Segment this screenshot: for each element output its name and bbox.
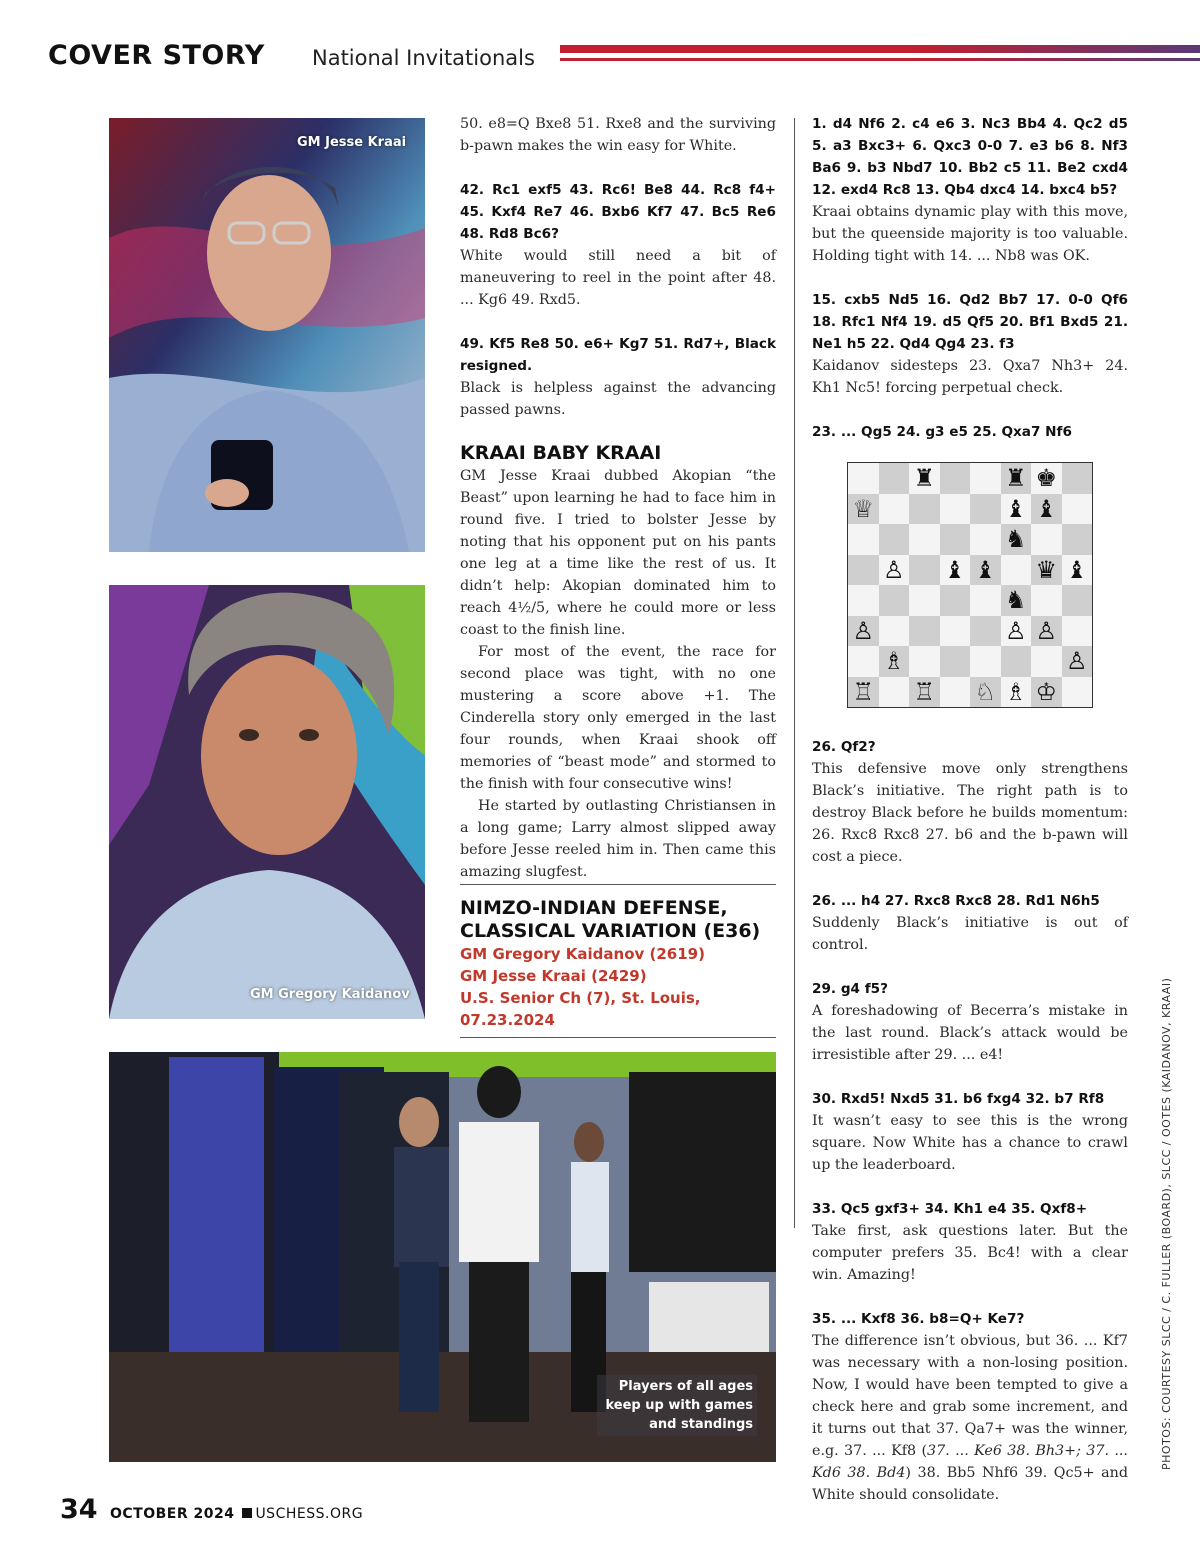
body-paragraph: Take first, ask questions later. But the computer prefers 35. Bc4! with a clear win. Amazing! bbox=[812, 1223, 1128, 1283]
board-square bbox=[1031, 585, 1062, 616]
section-label: COVER STORY bbox=[48, 40, 265, 71]
move-sequence: 1. d4 Nf6 2. c4 e6 3. Nc3 Bb4 4. Qc2 d5 5. a3 Bxc3+ 6. Qxc3 0-0 7. e3 b6 8. Nf3 Ba6 9. b3 Nbd7 10. Bb2 c5 11. Be2 cxd4 12. exd4 Rc8 13. Qb4 dxc4 14. bxc4 b5? bbox=[812, 116, 1128, 198]
chess-piece-icon: ♞ bbox=[1004, 586, 1027, 614]
board-square bbox=[879, 463, 910, 494]
board-square bbox=[970, 646, 1001, 677]
square-separator-icon bbox=[242, 1508, 252, 1518]
board-square bbox=[940, 463, 971, 494]
chess-piece-icon: ♖ bbox=[913, 677, 935, 706]
move-sequence: 33. Qc5 gxf3+ 34. Kh1 e4 35. Qxf8+ bbox=[812, 1201, 1088, 1217]
board-square bbox=[879, 616, 910, 647]
chess-piece-icon: ♛ bbox=[1035, 555, 1057, 584]
game-black-player: GM Jesse Kraai (2429) bbox=[460, 967, 647, 985]
chess-piece-icon: ♝ bbox=[1035, 494, 1057, 523]
annotation-text: ) 38. Bb5 Nhf6 39. Qc5+ and White should consolidate. bbox=[812, 1465, 1128, 1503]
page-number: 34 bbox=[60, 1494, 98, 1525]
chess-board-diagram bbox=[847, 462, 1093, 708]
board-square bbox=[1031, 646, 1062, 677]
body-paragraph: Kraai obtains dynamic play with this move, but the queenside majority is too valuable. Holding tight with 14. ... Nb8 was OK. bbox=[812, 204, 1128, 264]
photo-standings bbox=[109, 1052, 776, 1462]
standings-caption-line: Players of all ages bbox=[618, 1379, 753, 1394]
board-square bbox=[940, 524, 971, 555]
board-square bbox=[1062, 585, 1093, 616]
move-sequence: 49. Kf5 Re8 50. e6+ Kg7 51. Rd7+, Black resigned. bbox=[460, 336, 776, 374]
board-square bbox=[940, 677, 971, 708]
board-square bbox=[1062, 616, 1093, 647]
chess-piece-icon: ♖ bbox=[852, 677, 874, 706]
move-sequence: 30. Rxd5! Nxd5 31. b6 fxg4 32. b7 Rf8 bbox=[812, 1091, 1105, 1107]
issue-date: OCTOBER 2024 bbox=[110, 1506, 235, 1522]
section-heading: KRAAI BABY KRAAI bbox=[460, 442, 662, 464]
body-paragraph: A foreshadowing of Becerra’s mistake in the last round. Black’s attack would be irresistible after 29. ... e4! bbox=[812, 1003, 1128, 1063]
body-paragraph bbox=[812, 1330, 1128, 1506]
board-square bbox=[1001, 555, 1032, 586]
column-divider bbox=[794, 118, 795, 1228]
board-square bbox=[879, 494, 910, 525]
body-paragraph: He started by outlasting Christiansen in a long game; Larry almost slipped away before Jesse reeled him in. Then came this amazing slugfest. bbox=[460, 798, 776, 880]
move-sequence: 35. ... Kxf8 36. b8=Q+ Ke7? bbox=[812, 1311, 1025, 1327]
board-square bbox=[1062, 494, 1093, 525]
move-sequence: 26. ... h4 27. Rxc8 Rxc8 28. Rd1 N6h5 bbox=[812, 893, 1100, 909]
photo-kraai bbox=[109, 118, 425, 552]
page-header bbox=[48, 40, 1200, 80]
board-square bbox=[879, 585, 910, 616]
board-square bbox=[909, 555, 940, 586]
body-paragraph: Kaidanov sidesteps 23. Qxa7 Nh3+ 24. Kh1 Nc5! forcing perpetual check. bbox=[812, 358, 1128, 396]
board-square bbox=[909, 646, 940, 677]
body-paragraph: For most of the event, the race for second place was tight, with no one mustering a score above +1. The Cinderella story only emerged in the last four rounds, when Kraai shook off memories of “beast mode” and stormed to the finish with four consecutive wins! bbox=[460, 644, 776, 792]
page-footer bbox=[60, 1494, 364, 1525]
header-rule-thin bbox=[560, 58, 1200, 61]
body-paragraph: White would still need a bit of maneuvering to reel in the point after 48. ... Kg6 49. Rxd5. bbox=[460, 248, 776, 308]
section-subtitle: National Invitationals bbox=[312, 46, 535, 70]
body-paragraph: This defensive move only strengthens Black’s initiative. The right path is to destroy Black before he builds momentum: 26. Rxc8 Rxc8 27. b6 and the b-pawn will cost a piece. bbox=[812, 761, 1128, 865]
right-column-bottom bbox=[812, 736, 1128, 1506]
chess-piece-icon: ♜ bbox=[1004, 464, 1027, 492]
board-square bbox=[879, 677, 910, 708]
move-sequence: 42. Rc1 exf5 43. Rc6! Be8 44. Rc8 f4+ 45. Kxf4 Re7 46. Bxb6 Kf7 47. Bc5 Re6 48. Rd8 Bc6? bbox=[460, 182, 776, 242]
chess-piece-icon: ♙ bbox=[1065, 647, 1088, 675]
body-paragraph: GM Jesse Kraai dubbed Akopian “the Beast” upon learning he had to face him in round five. I tried to bolster Jesse by noting that his opponent put on his pants one leg at a time like the rest of us. It didn’t help: Akopian dominated him to reach 4½/5, where he could more or less coast to the finish line. bbox=[460, 468, 776, 638]
board-square bbox=[940, 585, 971, 616]
board-square bbox=[1062, 677, 1093, 708]
board-square bbox=[970, 463, 1001, 494]
chess-piece-icon: ♝ bbox=[943, 555, 966, 584]
game-opening-title: NIMZO-INDIAN DEFENSE, CLASSICAL VARIATION (E36) bbox=[460, 897, 761, 942]
photo-kaidanov-image bbox=[109, 585, 425, 1019]
chess-piece-icon: ♙ bbox=[1004, 616, 1027, 645]
move-sequence: 29. g4 f5? bbox=[812, 981, 888, 997]
chess-piece-icon: ♜ bbox=[913, 464, 935, 492]
board-square bbox=[848, 524, 879, 555]
site-url: USCHESS.ORG bbox=[255, 1506, 364, 1522]
body-paragraph: Black is helpless against the advancing passed pawns. bbox=[460, 380, 776, 418]
chess-piece-icon: ♞ bbox=[1004, 525, 1027, 553]
chess-piece-icon: ♘ bbox=[974, 677, 996, 706]
annotation-text: The difference isn’t obvious, but 36. ... Kf7 was necessary with a non-losing position. Now, I would have been tempted to give a check here and grab some increment, and it turns out that 37. Qa7+ was the winner, e.g. 37. ... Kf8 ( bbox=[812, 1333, 1128, 1459]
footer-text bbox=[110, 1506, 363, 1522]
photo-kaidanov bbox=[109, 585, 425, 1019]
game-event: U.S. Senior Ch (7), St. Louis, 07.23.2024 bbox=[460, 989, 701, 1029]
chess-piece-icon: ♙ bbox=[882, 555, 905, 584]
move-sequence: 15. cxb5 Nd5 16. Qd2 Bb7 17. 0-0 Qf6 18. Rfc1 Nf4 19. d5 Qf5 20. Bf1 Bxd5 21. Ne1 h5 22. Qd4 Qg4 23. f3 bbox=[812, 292, 1128, 352]
board-square bbox=[970, 524, 1001, 555]
right-column-top bbox=[812, 113, 1128, 443]
board-square bbox=[940, 616, 971, 647]
header-rule-thick bbox=[560, 45, 1200, 53]
board-square bbox=[1001, 646, 1032, 677]
chess-piece-icon: ♗ bbox=[882, 647, 905, 675]
board-square bbox=[940, 646, 971, 677]
chess-piece-icon: ♙ bbox=[1035, 616, 1057, 645]
photo-credit: PHOTOS: COURTESY SLCC / C. FULLER (BOARD), SLCC / OOTES (KAIDANOV, KRAAI) bbox=[1160, 977, 1173, 1470]
board-square bbox=[1062, 463, 1093, 494]
move-sequence: 26. Qf2? bbox=[812, 739, 876, 755]
body-paragraph: 50. e8=Q Bxe8 51. Rxe8 and the surviving b-pawn makes the win easy for White. bbox=[460, 116, 776, 154]
standings-caption-line: keep up with games bbox=[605, 1398, 753, 1413]
board-square bbox=[1031, 524, 1062, 555]
standings-caption-block bbox=[597, 1375, 757, 1436]
board-square bbox=[940, 494, 971, 525]
photo-kraai-image bbox=[109, 118, 425, 552]
photo-kraai-caption: GM Jesse Kraai bbox=[297, 135, 407, 150]
board-square bbox=[848, 585, 879, 616]
board-square bbox=[970, 494, 1001, 525]
game-header bbox=[460, 884, 776, 1038]
board-square bbox=[909, 524, 940, 555]
board-square bbox=[879, 524, 910, 555]
board-square bbox=[848, 646, 879, 677]
body-paragraph: It wasn’t easy to see this is the wrong square. Now White has a chance to crawl up the leaderboard. bbox=[812, 1113, 1128, 1173]
chess-piece-icon: ♗ bbox=[1004, 677, 1027, 706]
board-square bbox=[909, 616, 940, 647]
chess-piece-icon: ♔ bbox=[1035, 677, 1057, 706]
chess-piece-icon: ♙ bbox=[852, 616, 874, 645]
photo-kaidanov-caption: GM Gregory Kaidanov bbox=[250, 987, 410, 1002]
chess-piece-icon: ♚ bbox=[1035, 464, 1057, 492]
chess-piece-icon: ♝ bbox=[1065, 555, 1088, 584]
chess-piece-icon: ♝ bbox=[1004, 494, 1027, 523]
middle-column bbox=[460, 113, 776, 883]
board-square bbox=[909, 585, 940, 616]
chess-piece-icon: ♝ bbox=[974, 555, 996, 584]
standings-caption-line: and standings bbox=[649, 1417, 753, 1432]
chess-piece-icon: ♕ bbox=[852, 494, 874, 523]
board-square bbox=[970, 585, 1001, 616]
move-sequence: 23. ... Qg5 24. g3 e5 25. Qxa7 Nf6 bbox=[812, 424, 1072, 440]
board-square bbox=[909, 494, 940, 525]
board-square bbox=[970, 616, 1001, 647]
board-square bbox=[848, 555, 879, 586]
body-paragraph: Suddenly Black’s initiative is out of control. bbox=[812, 915, 1128, 953]
board-square bbox=[848, 463, 879, 494]
annotation-variation: 37. ... Ke6 38. Bh3+; 37. ... Kd6 38. Bd4 bbox=[812, 1443, 1128, 1481]
board-square bbox=[1062, 524, 1093, 555]
game-white-player: GM Gregory Kaidanov (2619) bbox=[460, 945, 705, 963]
